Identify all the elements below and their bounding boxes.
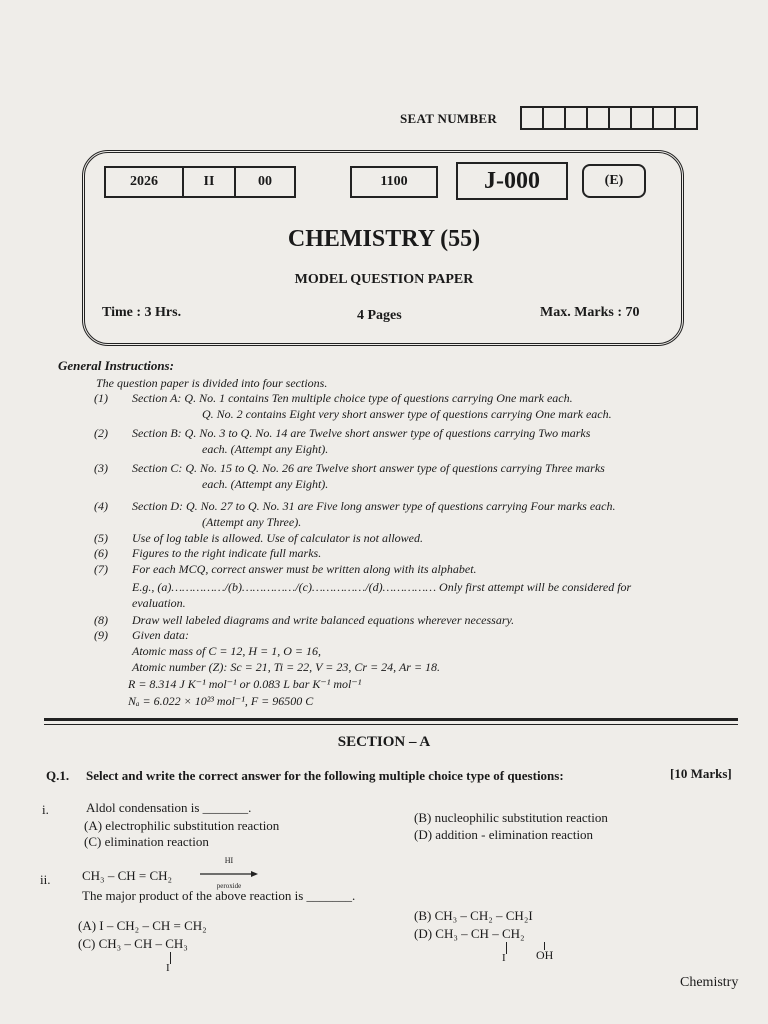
instruction-number: (6) bbox=[94, 546, 108, 560]
question-number: Q.1. bbox=[46, 768, 70, 783]
arrow-reagent: HI bbox=[224, 856, 234, 865]
instruction-line: E.g., (a)……………/(b)……………/(c)……………/(d)…………… Only first attempt will be considered for bbox=[132, 580, 632, 594]
time-duration: Time : 3 Hrs. bbox=[102, 305, 182, 320]
instruction-line: Figures to the right indicate full marks. bbox=[132, 546, 322, 560]
footer-subject: Chemistry bbox=[680, 975, 739, 990]
sub-question-text: Aldol condensation is _______. bbox=[86, 800, 252, 815]
instruction-line: (Attempt any Three). bbox=[202, 515, 302, 529]
max-marks: Max. Marks : 70 bbox=[540, 305, 640, 320]
instruction-line: Section C: Q. No. 15 to Q. No. 26 are Twelve short answer type of questions carrying Three marks bbox=[132, 461, 605, 475]
arrow-condition: peroxide bbox=[216, 882, 242, 890]
code-box-group bbox=[104, 166, 296, 198]
instruction-line: each. (Attempt any Eight). bbox=[202, 477, 329, 491]
option-c: (C) elimination reaction bbox=[84, 834, 209, 849]
instruction-line: Section B: Q. No. 3 to Q. No. 14 are Twelve short answer type of questions carrying Two marks bbox=[132, 426, 591, 440]
bond-line bbox=[170, 952, 171, 964]
substituent-label: I bbox=[502, 952, 506, 964]
option-d: (D) addition - elimination reaction bbox=[414, 827, 594, 842]
sub-question-number: ii. bbox=[40, 872, 51, 887]
instruction-number: (3) bbox=[94, 461, 108, 475]
instruction-line: Section A: Q. No. 1 contains Ten multiple choice type of questions carrying One mark each. bbox=[132, 391, 573, 405]
year-code: 2026 bbox=[130, 174, 158, 189]
substituent-label: I bbox=[166, 962, 170, 974]
instruction-number: (4) bbox=[94, 499, 108, 513]
sub-question-number: i. bbox=[42, 802, 49, 817]
section-a-heading: SECTION – A bbox=[337, 734, 431, 750]
instruction-line: Atomic mass of C = 12, H = 1, O = 16, bbox=[132, 644, 321, 658]
instruction-number: (7) bbox=[94, 562, 108, 576]
sub-question-text: The major product of the above reaction is _______. bbox=[82, 888, 356, 903]
option-c: (C) CH₃ – CH – CH₃ bbox=[78, 936, 188, 951]
instruction-line: Section D: Q. No. 27 to Q. No. 31 are Five long answer type of questions carrying Four marks each. bbox=[132, 499, 616, 513]
seat-number-label: SEAT NUMBER bbox=[400, 111, 498, 126]
part-code: II bbox=[182, 168, 234, 196]
page-count: 4 Pages bbox=[357, 308, 402, 323]
instruction-line: each. (Attempt any Eight). bbox=[202, 442, 329, 456]
section-divider-thin bbox=[44, 724, 738, 725]
instruction-line: Q. No. 2 contains Eight very short answer type of questions carrying One mark each. bbox=[202, 407, 612, 421]
option-b: (B) CH₃ – CH₂ – CH₂I bbox=[414, 908, 533, 923]
paper-type: MODEL QUESTION PAPER bbox=[294, 272, 474, 287]
reactant-formula: CH₃ – CH = CH₂ bbox=[82, 868, 173, 883]
instruction-line: Given data: bbox=[132, 628, 189, 642]
instruction-number: (9) bbox=[94, 628, 108, 642]
instruction-line: For each MCQ, correct answer must be written along with its alphabet. bbox=[132, 562, 477, 576]
instruction-number: (1) bbox=[94, 391, 108, 405]
subject-title: CHEMISTRY (55) bbox=[287, 226, 481, 252]
instruction-line: evaluation. bbox=[132, 596, 186, 610]
reaction-arrow bbox=[200, 856, 258, 890]
instruction-line: R = 8.314 J K⁻¹ mol⁻¹ or 0.083 L bar K⁻¹ mol⁻¹ bbox=[128, 677, 362, 691]
arrow-icon bbox=[200, 870, 258, 878]
instruction-line: Nₐ = 6.022 × 10²³ mol⁻¹, F = 96500 C bbox=[128, 694, 314, 708]
substituent-label: OH bbox=[536, 948, 554, 962]
seat-number-boxes bbox=[520, 106, 698, 130]
section-divider bbox=[44, 718, 738, 721]
question-text: Select and write the correct answer for the following multiple choice type of questions: bbox=[86, 768, 564, 783]
instructions-intro: The question paper is divided into four sections. bbox=[96, 376, 328, 390]
paper-code: J-000 bbox=[456, 162, 568, 200]
instructions-title: General Instructions: bbox=[58, 358, 174, 373]
instruction-number: (8) bbox=[94, 613, 108, 627]
subject-code: 1100 bbox=[350, 166, 438, 198]
question-marks: [10 Marks] bbox=[670, 766, 732, 781]
option-d: (D) CH₃ – CH – CH₂ bbox=[414, 926, 525, 941]
medium-code: (E) bbox=[582, 164, 646, 198]
instruction-line: Use of log table is allowed. Use of calculator is not allowed. bbox=[132, 531, 423, 545]
option-b: (B) nucleophilic substitution reaction bbox=[414, 810, 608, 825]
instruction-line: Draw well labeled diagrams and write balanced equations wherever necessary. bbox=[132, 613, 515, 627]
instruction-line: Atomic number (Z): Sc = 21, Ti = 22, V = 23, Cr = 24, Ar = 18. bbox=[132, 660, 441, 674]
option-a: (A) I – CH₂ – CH = CH₂ bbox=[78, 918, 207, 933]
instruction-number: (5) bbox=[94, 531, 108, 545]
sub-code: 00 bbox=[234, 168, 294, 196]
bond-line bbox=[506, 942, 507, 954]
instruction-number: (2) bbox=[94, 426, 108, 440]
option-a: (A) electrophilic substitution reaction bbox=[84, 818, 280, 833]
